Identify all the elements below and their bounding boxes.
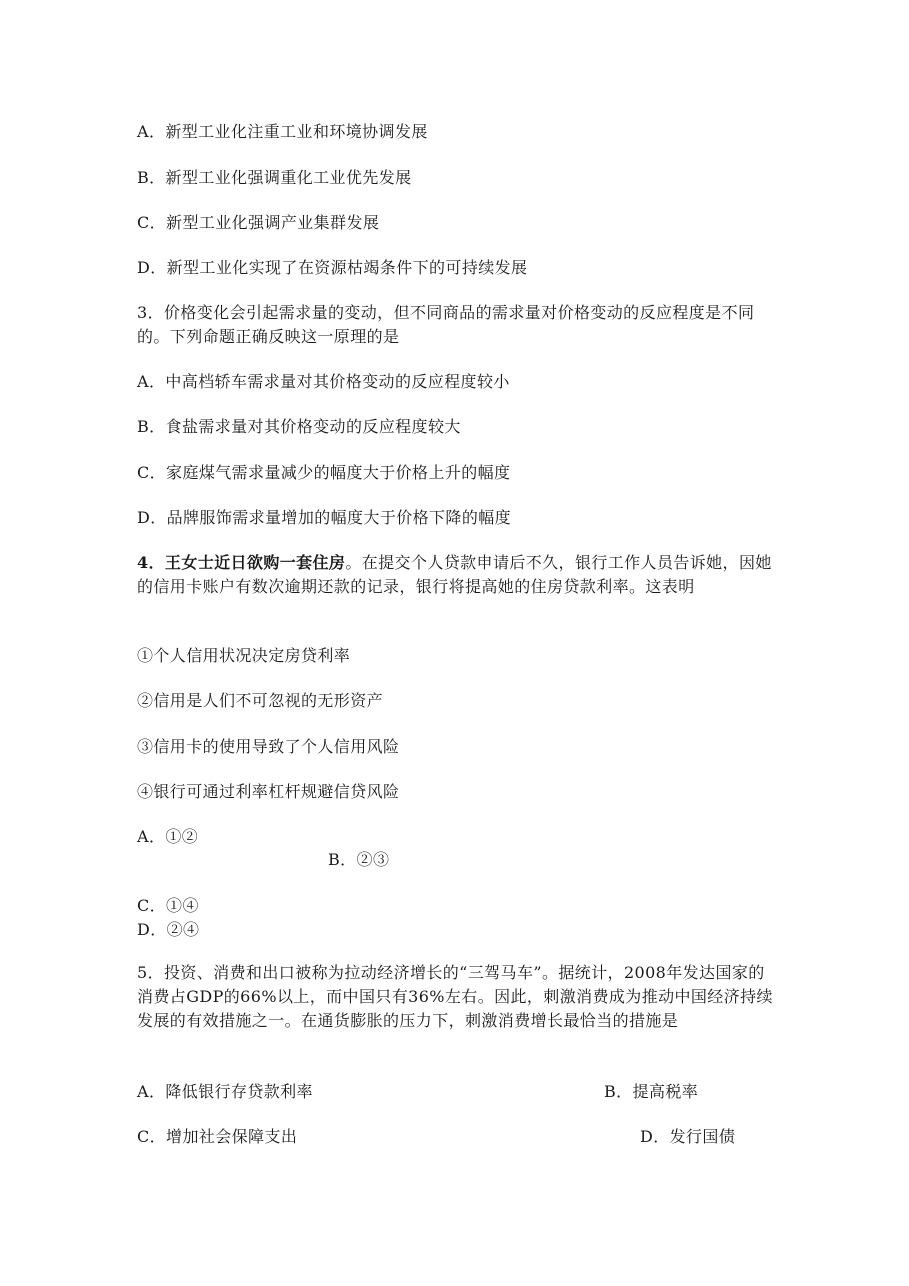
q4-stem-rest: 。在提交个人贷款申请后不久，银行工作人员告诉她，因她的信用卡账户有数次逾期还款的记录，银行将提高她的住房贷款利率。这表明 — [137, 553, 772, 596]
q4-option-c: C．①④ — [137, 896, 199, 915]
q4-option-d: D．②④ — [137, 920, 200, 939]
q3-option-d: D．品牌服饰需求量增加的幅度大于价格下降的幅度 — [137, 508, 512, 527]
q5-option-d: D．发行国债 — [640, 1127, 736, 1146]
q4-statement-4: ④银行可通过利率杠杆规避信贷风险 — [137, 782, 400, 801]
q2-option-c: C．新型工业化强调产业集群发展 — [137, 213, 380, 232]
q3-stem: 3．价格变化会引起需求量的变动，但不同商品的需求量对价格变动的反应程度是不同的。下列命题正确反映这一原理的是 — [137, 303, 755, 346]
q5-option-c: C．增加社会保障支出 — [137, 1127, 298, 1146]
q4-option-a: A．①② — [137, 827, 199, 846]
q5-stem: 5．投资、消费和出口被称为拉动经济增长的“三驾马车”。据统计，2008年发达国家的消费占GDP的66%以上，而中国只有36%左右。因此，刺激消费成为推动中国经济持续发展的有效措施之一。在通货膨胀的压力下，刺激消费增长最恰当的措施是 — [137, 963, 773, 1030]
q2-option-d: D．新型工业化实现了在资源枯竭条件下的可持续发展 — [137, 258, 528, 277]
q4-option-b: B．②③ — [328, 850, 390, 869]
q3-option-c: C．家庭煤气需求量减少的幅度大于价格上升的幅度 — [137, 463, 511, 482]
q4-statement-3: ③信用卡的使用导致了个人信用风险 — [137, 737, 400, 756]
q3-option-b: B．食盐需求量对其价格变动的反应程度较大 — [137, 417, 461, 436]
q2-option-a: A．新型工业化注重工业和环境协调发展 — [137, 122, 428, 141]
q4-statement-1: ①个人信用状况决定房贷利率 — [137, 646, 351, 665]
q2-option-b: B．新型工业化强调重化工业优先发展 — [137, 168, 412, 187]
q3-option-a: A．中高档轿车需求量对其价格变动的反应程度较小 — [137, 372, 510, 391]
q4-stem — [137, 551, 777, 599]
q5-option-a: A．降低银行存贷款利率 — [137, 1082, 313, 1101]
q5-option-b: B．提高税率 — [604, 1082, 699, 1101]
q4-statement-2: ②信用是人们不可忽视的无形资产 — [137, 691, 384, 710]
q4-stem-highlight: 4．王女士近日欲购一套住房 — [137, 553, 346, 572]
